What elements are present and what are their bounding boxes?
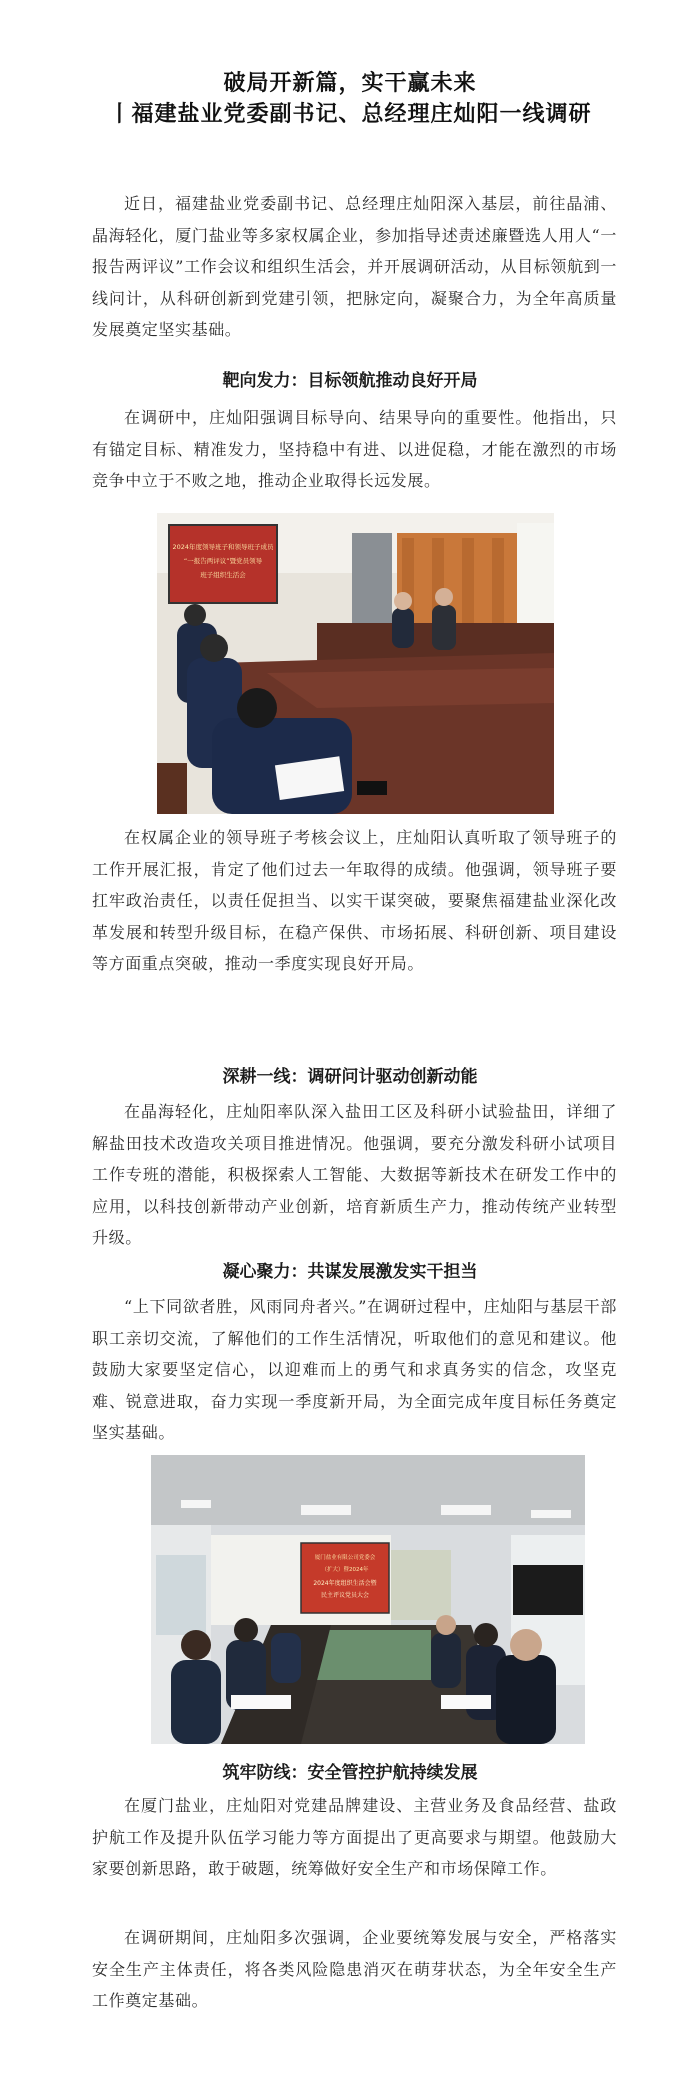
- screen2-text-2: （扩大）暨2024年: [321, 1567, 369, 1573]
- meeting-photo-1: [157, 513, 554, 814]
- article-title-line1: 破局开新篇，实干赢未来: [223, 70, 477, 96]
- section4-heading: 筑牢防线：安全管控护航持续发展: [222, 1763, 478, 1783]
- section1-heading: 靶向发力：目标领航推动良好开局: [222, 371, 478, 391]
- section3-paragraph: “上下同欲者胜，风雨同舟者兴。”在调研过程中，庄灿阳与基层干部职工亲切交流，了解他们的工作生活情况，听取他们的意见和建议。他鼓励大家要坚定信心，以迎难而上的勇气和求真务实的信念，攻坚克难、锐意进取，奋力实现一季度新开局，为全面完成年度目标任务奠定坚实基础。: [92, 1297, 617, 1442]
- screen-text-3: 班子组织生活会: [200, 571, 246, 579]
- paragraph-after-photo1: 在权属企业的领导班子考核会议上，庄灿阳认真听取了领导班子的工作开展汇报，肯定了他们过去一年取得的成绩。他强调，领导班子要扛牢政治责任，以责任促担当、以实干谋突破，要聚焦福建盐业深化改革发展和转型升级目标，在稳产保供、市场拓展、科研创新、项目建设等方面重点突破，推动一季度实现良好开局。: [92, 828, 617, 973]
- screen-text-2: “一报告两评议”暨党员领导: [183, 557, 263, 565]
- section4-paragraph2: 在调研期间，庄灿阳多次强调，企业要统筹发展与安全，严格落实安全生产主体责任，将各类风险隐患消灭在萌芽状态，为全年安全生产工作奠定基础。: [92, 1928, 617, 2010]
- screen2-text-3: 2024年度组织生活会暨: [313, 1580, 377, 1587]
- section2-heading: 深耕一线：调研问计驱动创新动能: [222, 1067, 478, 1087]
- screen2-text-4: 民主评议党员大会: [320, 1592, 370, 1599]
- intro-paragraph: 近日，福建盐业党委副书记、总经理庄灿阳深入基层，前往晶浦、晶海轻化，厦门盐业等多家权属企业，参加指导述责述廉暨选人用人“一报告两评议”工作会议和组织生活会，并开展调研活动，从目标领航到一线问计，从科研创新到党建引领，把脉定向，凝聚合力，为全年高质量发展奠定坚实基础。: [92, 194, 617, 339]
- section3-heading: 凝心聚力：共谋发展激发实干担当: [222, 1262, 478, 1282]
- screen2-text-1: 厦门盐业有限公司党委会: [314, 1555, 376, 1561]
- meeting-photo-2: [151, 1455, 585, 1744]
- section2-paragraph: 在晶海轻化，庄灿阳率队深入盐田工区及科研小试验盐田，详细了解盐田技术改造攻关项目推进情况。他强调，要充分激发科研小试项目工作专班的潜能，积极探索人工智能、大数据等新技术在研发工作中的应用，以科技创新带动产业创新，培育新质生产力，推动传统产业转型升级。: [92, 1102, 617, 1247]
- section1-paragraph: 在调研中，庄灿阳强调目标导向、结果导向的重要性。他指出，只有锚定目标、精准发力，坚持稳中有进、以进促稳，才能在激烈的市场竞争中立于不败之地，推动企业取得长远发展。: [92, 408, 617, 490]
- projection-screen-2: [301, 1543, 389, 1613]
- section4-paragraph1: 在厦门盐业，庄灿阳对党建品牌建设、主营业务及食品经营、盐政护航工作及提升队伍学习能力等方面提出了更高要求与期望。他鼓励大家要创新思路，敢于破题，统筹做好安全生产和市场保障工作。: [92, 1796, 617, 1878]
- article-title-line2: 丨福建盐业党委副书记、总经理庄灿阳一线调研: [108, 101, 592, 127]
- screen-text-1: 2024年度领导班子和领导班子成员: [172, 543, 274, 551]
